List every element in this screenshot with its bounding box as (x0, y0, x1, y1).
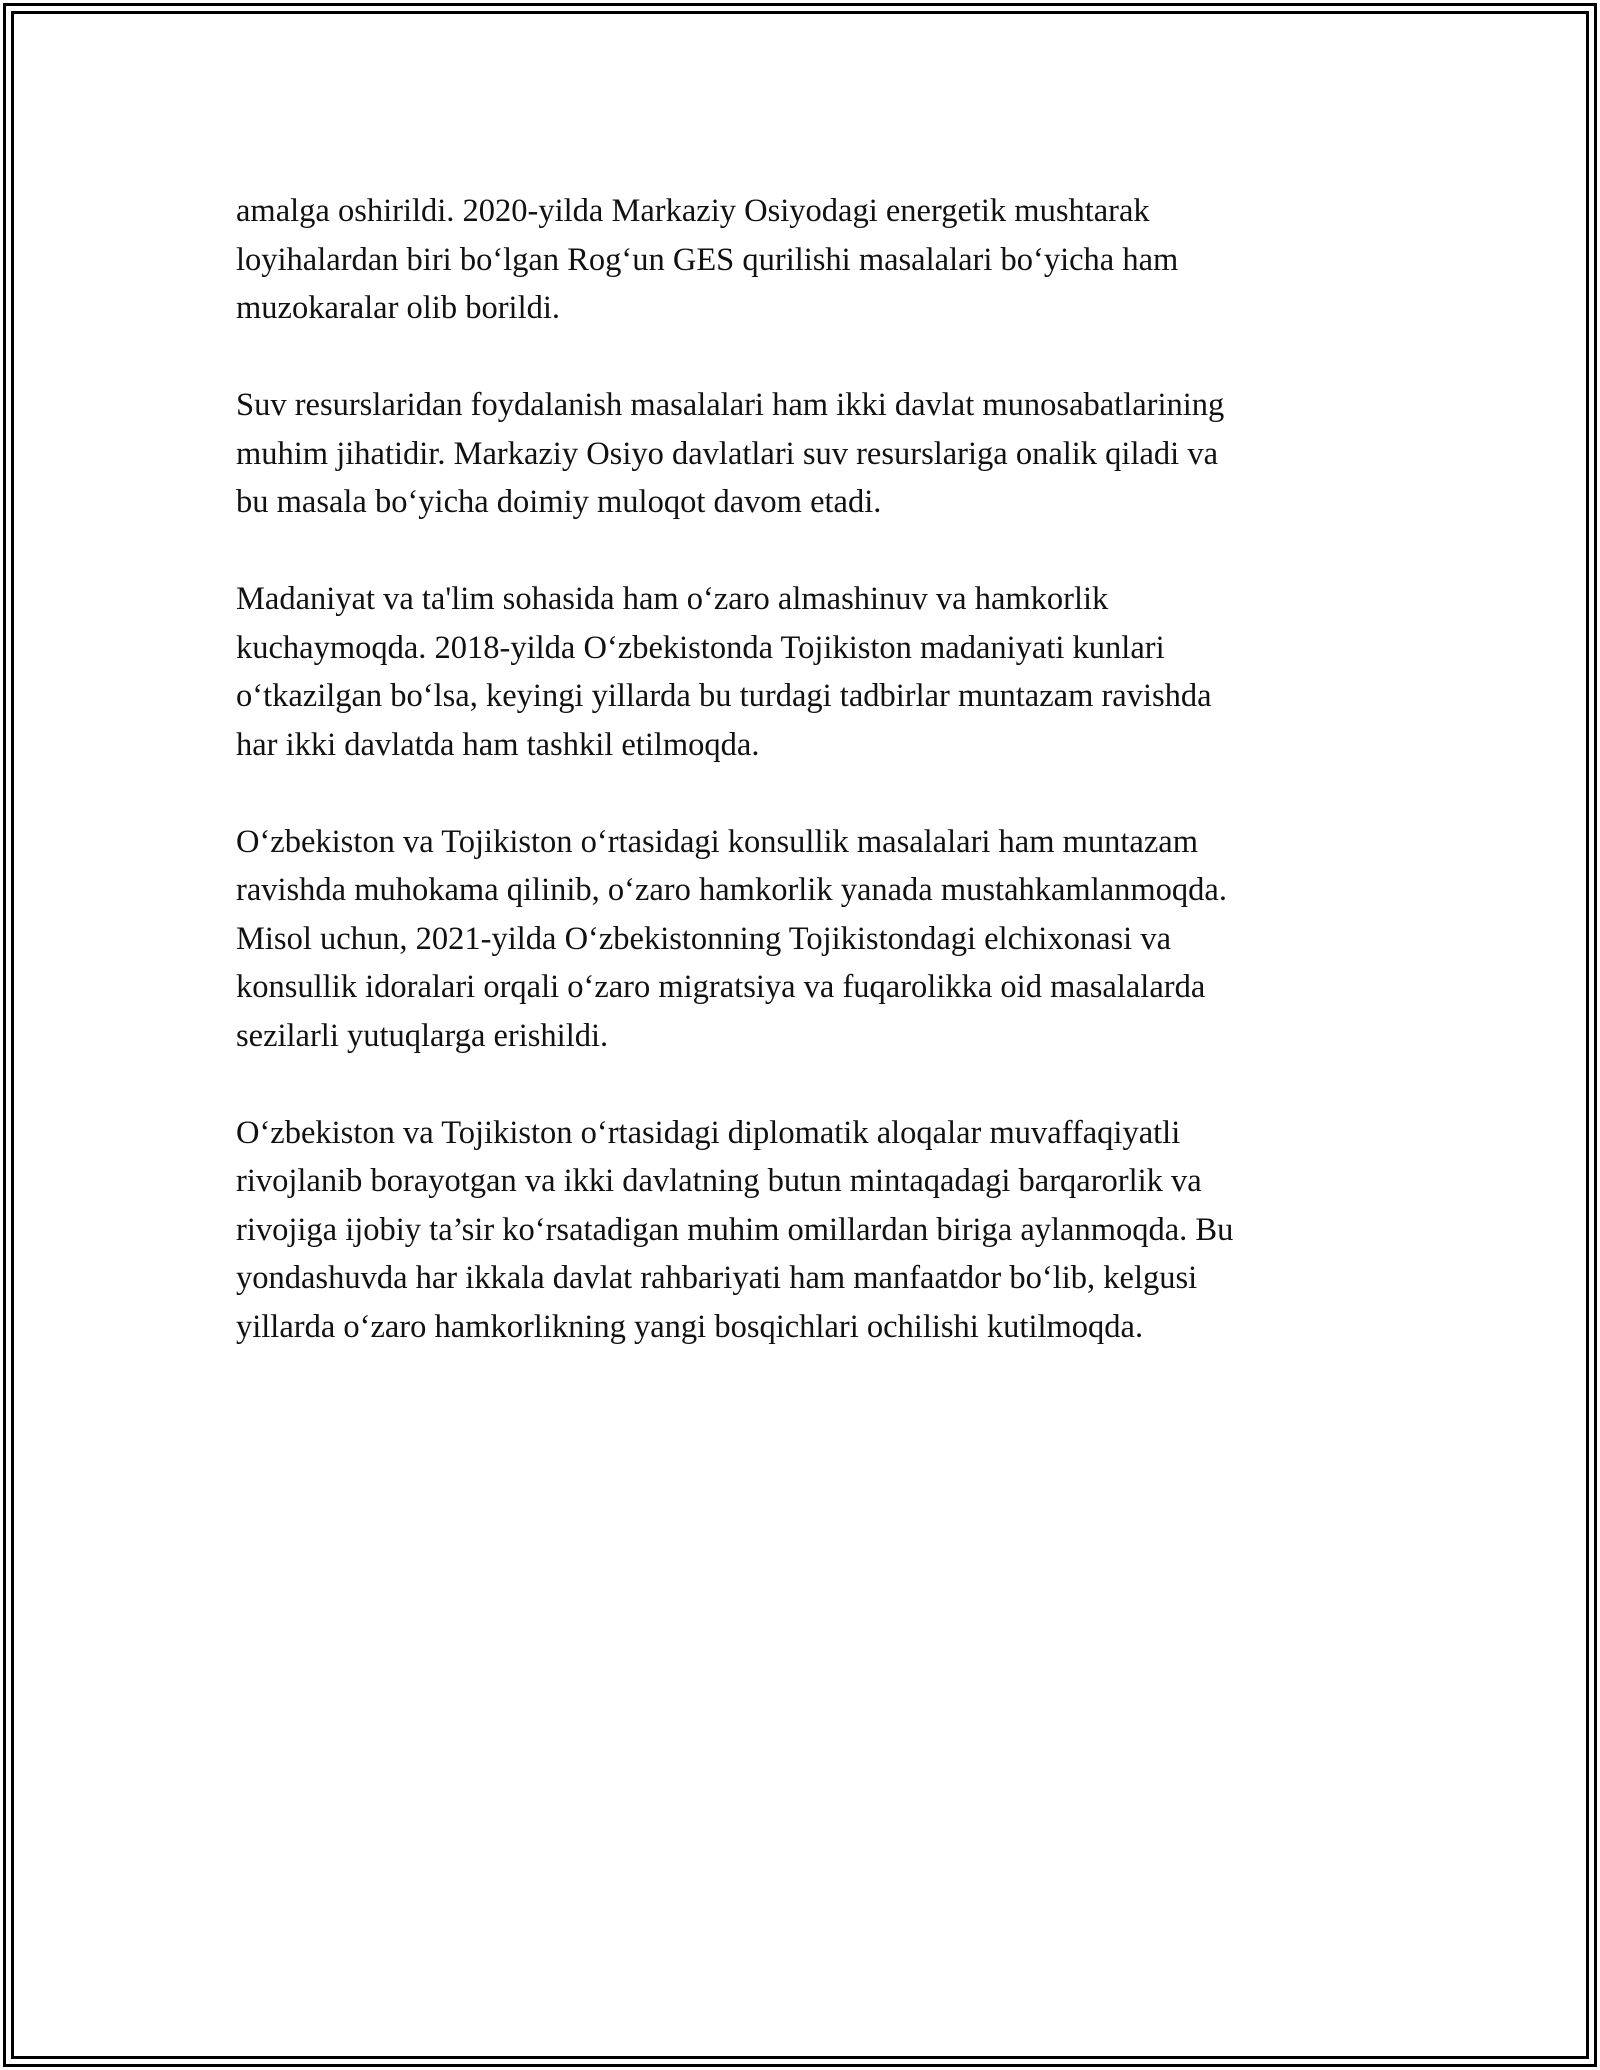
text-line: amalga oshirildi. 2020-yilda Markaziy Osiyodagi energetik mushtarak (236, 193, 1150, 229)
text-line: rivojlanib borayotgan va ikki davlatning butun mintaqadagi barqarorlik va (236, 1163, 1202, 1199)
text-line: har ikki davlatda ham tashkil etilmoqda. (236, 726, 760, 763)
text-line: Suv resurslaridan foydalanish masalalari ham ikki davlat munosabatlarining (236, 387, 1225, 423)
document-body (236, 187, 1376, 1400)
text-line: kuchaymoqda. 2018-yilda O‘zbekistonda Tojikiston madaniyati kunlari (236, 629, 1165, 666)
text-line: bu masala bo‘yicha doimiy muloqot davom etadi. (236, 484, 882, 520)
text-line: yondashuvda har ikkala davlat rahbariyati ham manfaatdor bo‘lib, kelgusi (236, 1260, 1198, 1296)
text-line: Madaniyat va ta'lim sohasida ham o‘zaro almashinuv va hamkorlik (236, 581, 1109, 617)
text-line: konsullik idoralari orqali o‘zaro migratsiya va fuqarolikka oid masalalarda (236, 969, 1206, 1005)
text-line: muzokaralar olib borildi. (236, 290, 561, 326)
text-line: ravishda muhokama qilinib, o‘zaro hamkorlik yanada mustahkamlanmoqda. (236, 872, 1227, 908)
text-line: rivojiga ijobiy ta’sir ko‘rsatadigan muhim omillardan biriga aylanmoqda. Bu (236, 1211, 1234, 1248)
text-line: Misol uchun, 2021-yilda O‘zbekistonning Tojikistondagi elchixonasi va (236, 920, 1171, 957)
paragraph-culture-education (236, 575, 1376, 769)
text-line: muhim jihatidir. Markaziy Osiyo davlatlari suv resurslariga onalik qiladi va (236, 435, 1218, 472)
text-line: loyihalardan biri bo‘lgan Rog‘un GES qurilishi masalalari bo‘yicha ham (236, 241, 1179, 278)
text-line: sezilarli yutuqlarga erishildi. (236, 1017, 609, 1054)
paragraph-consular-affairs (236, 818, 1376, 1061)
text-line: o‘tkazilgan bo‘lsa, keyingi yillarda bu turdagi tadbirlar muntazam ravishda (236, 678, 1212, 714)
paragraph-rogun-negotiations (236, 187, 1376, 333)
text-line: O‘zbekiston va Tojikiston o‘rtasidagi diplomatik aloqalar muvaffaqiyatli (236, 1114, 1181, 1151)
paragraph-diplomatic-relations (236, 1109, 1376, 1352)
text-line: O‘zbekiston va Tojikiston o‘rtasidagi konsullik masalalari ham muntazam (236, 823, 1198, 860)
text-line: yillarda o‘zaro hamkorlikning yangi bosqichlari ochilishi kutilmoqda. (236, 1308, 1144, 1345)
paragraph-water-resources (236, 381, 1376, 527)
